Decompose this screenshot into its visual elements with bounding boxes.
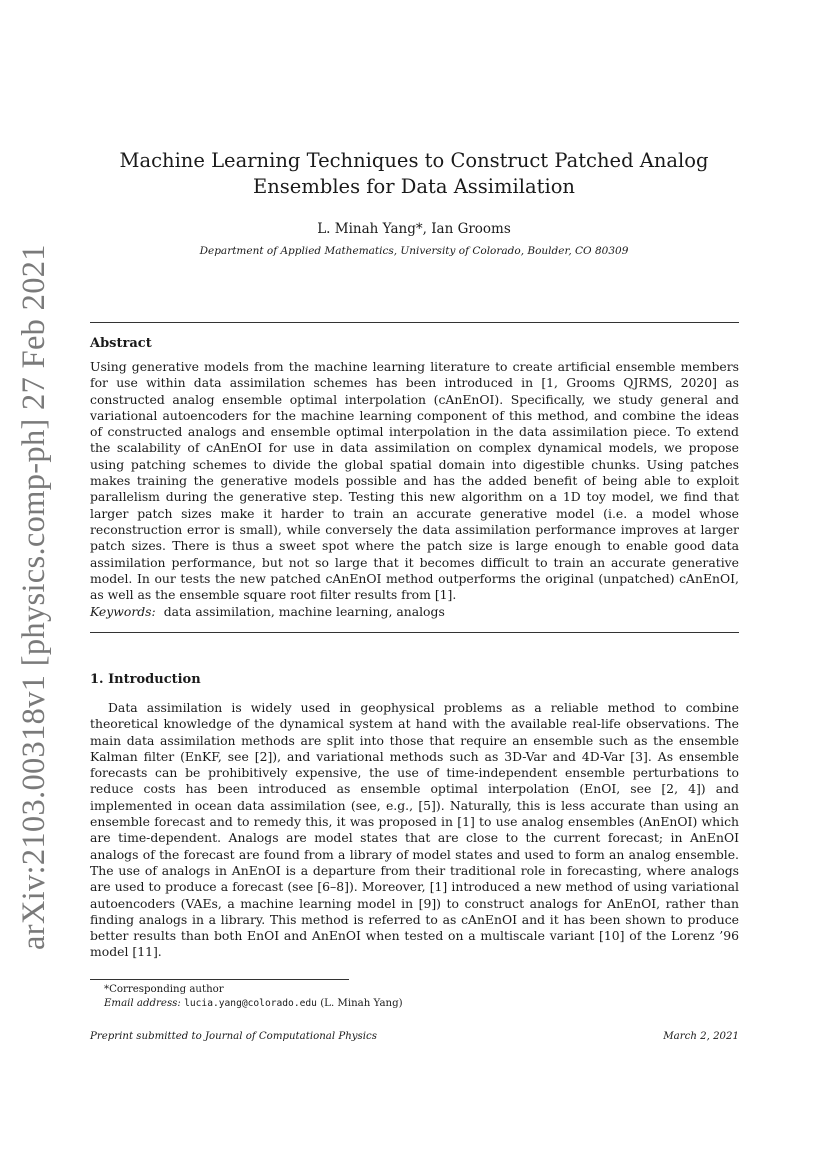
footnote — [104, 983, 724, 1011]
footer-preprint-note: Preprint submitted to Journal of Computational Physics — [90, 1031, 377, 1042]
keywords-text: data assimilation, machine learning, analogs — [163, 604, 445, 619]
footer-date: March 2, 2021 — [663, 1031, 739, 1042]
paper-title: Machine Learning Techniques to Construct Patched Analog Ensembles for Data Assimilation — [119, 149, 709, 198]
keywords-label: Keywords: — [90, 604, 156, 619]
email-name: (L. Minah Yang) — [320, 998, 403, 1009]
arxiv-identifier: arXiv:2103.00318v1 [physics.comp-ph] 27 Feb 2021 — [16, 244, 52, 950]
top-divider — [90, 322, 739, 323]
keywords-line — [90, 604, 739, 619]
author-list: L. Minah Yang*, Ian Grooms — [317, 221, 511, 237]
abstract-heading: Abstract — [90, 336, 152, 351]
affiliation: Department of Applied Mathematics, University of Colorado, Boulder, CO 80309 — [199, 245, 629, 257]
email-label: Email address: — [104, 998, 181, 1009]
section-heading-introduction: 1. Introduction — [90, 672, 201, 687]
bottom-divider — [90, 632, 739, 633]
footnote-email-line — [104, 997, 724, 1011]
footnote-corresponding: *Corresponding author — [104, 984, 224, 995]
email-link[interactable]: lucia.yang@colorado.edu — [184, 998, 317, 1009]
abstract-text: Using generative models from the machine learning literature to create artificial ensemble members for use within data assimilation schemes has been introduced in [1, Grooms QJRMS, 2020] as constructed analog ensemble optimal interpolation (cAnEnOI). Specifically, we study general and variational autoencoders for the machine learning component of this method, and combine the ideas of constructed analogs and ensemble optimal interpolation in the data assimilation piece. To extend the scalability of cAnEnOI for use in data assimilation on complex dynamical models, we propose using patching schemes to divide the global spatial domain into digestible chunks. Using patches makes training the generative models possible and has the added benefit of being able to exploit parallelism during the generative step. Testing this new algorithm on a 1D toy model, we find that larger patch sizes make it harder to train an accurate generative model (i.e. a model whose reconstruction error is small), while conversely the data assimilation performance improves at larger patch sizes. There is thus a sweet spot where the patch size is large enough to enable good data assimilation performance, but not so large that it becomes difficult to train an accurate generative model. In our tests the new patched cAnEnOI method outperforms the original (unpatched) cAnEnOI, as well as the ensemble square root filter results from [1]. — [90, 359, 739, 603]
footnote-divider — [90, 979, 349, 980]
introduction-text: Data assimilation is widely used in geophysical problems as a reliable method to combine theoretical knowledge of the dynamical system at hand with the available real-life observations. The main data assimilation methods are split into those that require an ensemble such as the ensemble Kalman filter (EnKF, see [2]), and variational methods such as 3D-Var and 4D-Var [3]. As ensemble forecasts can be prohibitively expensive, the use of time-independent ensemble perturbations to reduce costs has been introduced as ensemble optimal interpolation (EnOI, see [2, 4]) and implemented in ocean data assimilation (see, e.g., [5]). Naturally, this is less accurate than using an ensemble forecast and to remedy this, it was proposed in [1] to use analog ensembles (AnEnOI) which are time-dependent. Analogs are model states that are close to the current forecast; in AnEnOI analogs of the forecast are found from a library of model states and used to form an analog ensemble. The use of analogs in AnEnOI is a departure from their traditional role in forecasting, where analogs are used to produce a forecast (see [6–8]). Moreover, [1] introduced a new method of using variational autoencoders (VAEs, a machine learning model in [9]) to construct analogs for AnEnOI, rather than finding analogs in a library. This method is referred to as cAnEnOI and it has been shown to produce better results than both EnOI and AnEnOI when tested on a multiscale variant [10] of the Lorenz ’96 model [11]. — [90, 700, 739, 960]
